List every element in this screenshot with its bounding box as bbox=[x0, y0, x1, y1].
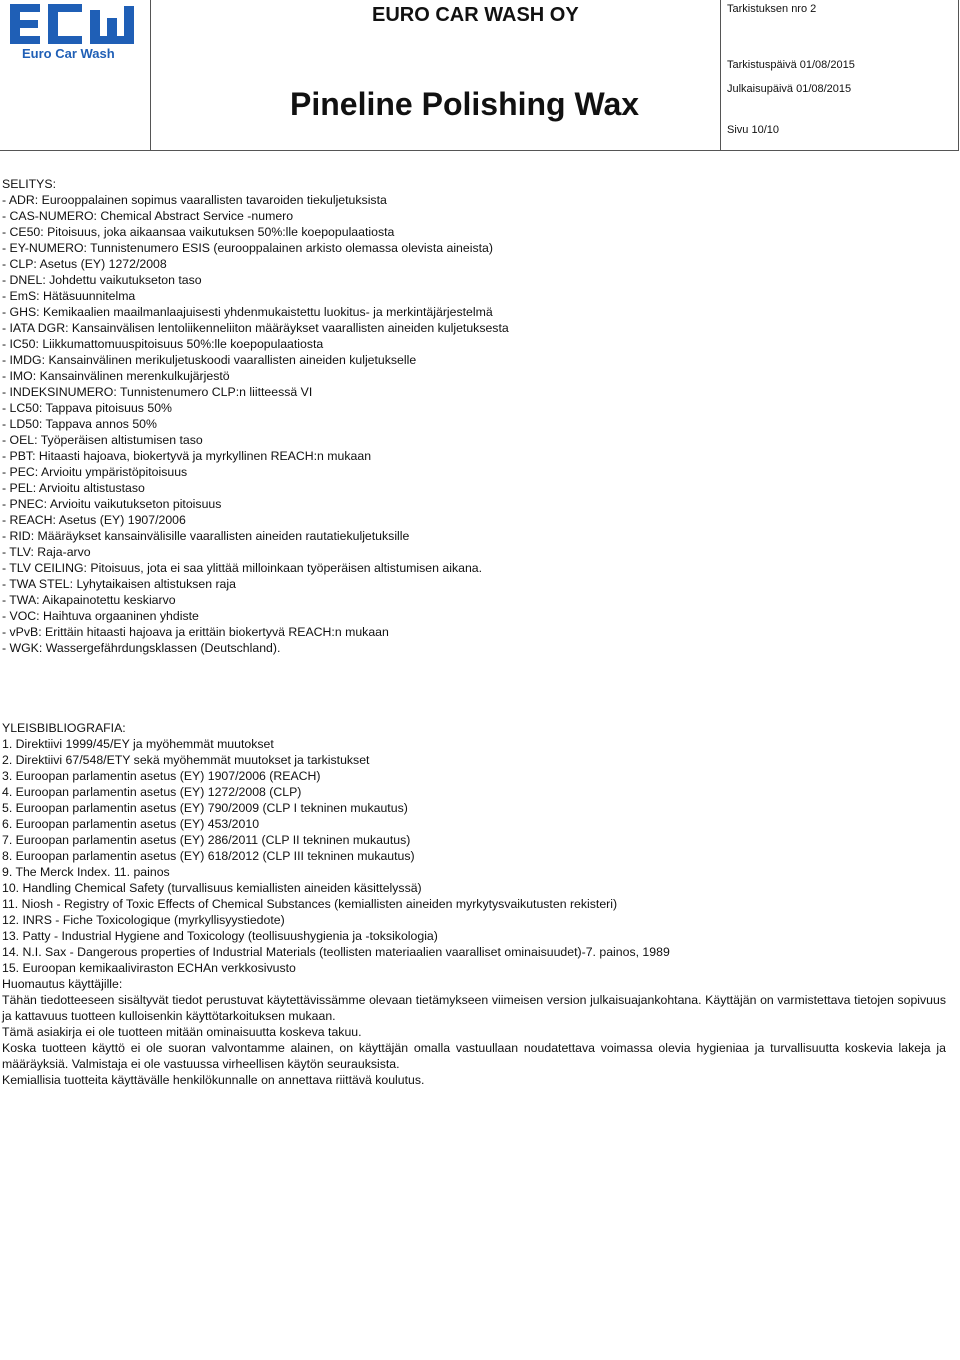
legend-title: SELITYS: bbox=[2, 177, 56, 191]
bibliography-item: 10. Handling Chemical Safety (turvallisuus kemiallisten aineiden käsittelyssä) bbox=[2, 881, 422, 895]
bibliography-item: 4. Euroopan parlamentin asetus (EY) 1272/2008 (CLP) bbox=[2, 785, 302, 799]
notice-paragraph: Tähän tiedotteeseen sisältyvät tiedot perustuvat käytettävissämme olevaan tietämykseen viimeisen version julkaisuajankohtana. Käyttäjän on varmistettava tietojen sopivuus ja kattavuus tuotteen kulloisenkin käyttötarkoituksen mukaan. bbox=[2, 993, 946, 1023]
legend-item: - PEL: Arvioitu altistustaso bbox=[2, 481, 145, 495]
bibliography-item: 13. Patty - Industrial Hygiene and Toxicology (teollisuushygienia ja -toksikologia) bbox=[2, 929, 438, 943]
legend-item: - DNEL: Johdettu vaikutukseton taso bbox=[2, 273, 202, 287]
logo-graphic bbox=[10, 4, 140, 48]
bibliography-item: 6. Euroopan parlamentin asetus (EY) 453/2010 bbox=[2, 817, 260, 831]
company-logo bbox=[0, 0, 150, 150]
revision-date: Tarkistuspäivä 01/08/2015 bbox=[727, 59, 855, 71]
legend-item: - vPvB: Erittäin hitaasti hajoava ja erittäin biokertyvä REACH:n mukaan bbox=[2, 625, 389, 639]
product-name: Pineline Polishing Wax bbox=[290, 86, 640, 122]
legend-item: - CAS-NUMERO: Chemical Abstract Service -numero bbox=[2, 209, 294, 223]
bibliography-item: 2. Direktiivi 67/548/ETY sekä myöhemmät muutokset ja tarkistukset bbox=[2, 753, 370, 767]
page-number: Sivu 10/10 bbox=[727, 124, 779, 136]
notice-paragraph: Tämä asiakirja ei ole tuotteen mitään ominaisuutta koskeva takuu. bbox=[2, 1025, 362, 1039]
legend-item: - REACH: Asetus (EY) 1907/2006 bbox=[2, 513, 186, 527]
legend-item: - GHS: Kemikaalien maailmanlaajuisesti yhdenmukaistettu luokitus- ja merkintäjärjestelmä bbox=[2, 305, 493, 319]
bibliography-section bbox=[2, 720, 946, 976]
legend-item: - INDEKSINUMERO: Tunnistenumero CLP:n liitteessä VI bbox=[2, 385, 313, 399]
legend-item: - PNEC: Arvioitu vaikutukseton pitoisuus bbox=[2, 497, 222, 511]
bibliography-item: 8. Euroopan parlamentin asetus (EY) 618/2012 (CLP III tekninen mukautus) bbox=[2, 849, 415, 863]
legend-item: - CE50: Pitoisuus, joka aikaansaa vaikutuksen 50%:lle koepopulaatiosta bbox=[2, 225, 395, 239]
company-name: EURO CAR WASH OY bbox=[372, 4, 579, 26]
document-body bbox=[2, 176, 946, 1088]
legend-item: - EY-NUMERO: Tunnistenumero ESIS (eurooppalainen arkisto olemassa olevista aineista) bbox=[2, 241, 493, 255]
legend-item: - WGK: Wassergefährdungsklassen (Deutschland). bbox=[2, 641, 281, 655]
legend-item: - PBT: Hitaasti hajoava, biokertyvä ja myrkyllinen REACH:n mukaan bbox=[2, 449, 372, 463]
bibliography-item: 15. Euroopan kemikaaliviraston ECHAn verkkosivusto bbox=[2, 961, 296, 975]
legend-list bbox=[2, 192, 946, 656]
legend-item: - IMDG: Kansainvälinen merikuljetuskoodi vaarallisten aineiden kuljetukselle bbox=[2, 353, 417, 367]
bibliography-item: 14. N.I. Sax - Dangerous properties of Industrial Materials (teollisten materiaalien vaaralliset ominaisuudet)-7. painos, 1989 bbox=[2, 945, 670, 959]
legend-item: - TLV CEILING: Pitoisuus, jota ei saa ylittää milloinkaan työperäisen altistumisen aikana. bbox=[2, 561, 483, 575]
legend-section bbox=[2, 176, 946, 656]
bibliography-item: 3. Euroopan parlamentin asetus (EY) 1907/2006 (REACH) bbox=[2, 769, 321, 783]
user-notice-section bbox=[2, 976, 946, 1088]
legend-item: - OEL: Työperäisen altistumisen taso bbox=[2, 433, 203, 447]
legend-item: - IATA DGR: Kansainvälisen lentoliikenneliiton määräykset vaarallisten aineiden kuljetuksesta bbox=[2, 321, 509, 335]
legend-item: - RID: Määräykset kansainvälisille vaarallisten aineiden rautatiekuljetuksille bbox=[2, 529, 410, 543]
legend-item: - IC50: Liikkumattomuuspitoisuus 50%:lle koepopulaatiosta bbox=[2, 337, 324, 351]
notice-paragraph: Koska tuotteen käyttö ei ole suoran valvontamme alainen, on käyttäjän omalla vastuullaan noudatettava voimassa olevia hygieniaa ja turvallisuutta koskevia lakeja ja määräyksiä. Valmistaja ei ole vastuussa virheellisen käytön seurauksista. bbox=[2, 1041, 946, 1071]
legend-item: - TLV: Raja-arvo bbox=[2, 545, 91, 559]
legend-item: - TWA: Aikapainotettu keskiarvo bbox=[2, 593, 176, 607]
bibliography-item: 7. Euroopan parlamentin asetus (EY) 286/2011 (CLP II tekninen mukautus) bbox=[2, 833, 411, 847]
legend-item: - VOC: Haihtuva orgaaninen yhdiste bbox=[2, 609, 199, 623]
bibliography-item: 11. Niosh - Registry of Toxic Effects of Chemical Substances (kemiallisten aineiden myrkytysvaikutusten rekisteri) bbox=[2, 897, 618, 911]
document-header bbox=[0, 0, 959, 151]
publication-date: Julkaisupäivä 01/08/2015 bbox=[727, 83, 852, 95]
logo-text: Euro Car Wash bbox=[22, 46, 115, 61]
legend-item: - CLP: Asetus (EY) 1272/2008 bbox=[2, 257, 167, 271]
notice-title: Huomautus käyttäjille: bbox=[2, 977, 123, 991]
bibliography-title: YLEISBIBLIOGRAFIA: bbox=[2, 721, 126, 735]
bibliography-item: 12. INRS - Fiche Toxicologique (myrkyllisyystiedote) bbox=[2, 913, 285, 927]
notice-paragraph: Kemiallisia tuotteita käyttävälle henkilökunnalle on annettava riittävä koulutus. bbox=[2, 1073, 425, 1087]
bibliography-item: 1. Direktiivi 1999/45/EY ja myöhemmät muutokset bbox=[2, 737, 274, 751]
legend-item: - TWA STEL: Lyhytaikaisen altistuksen raja bbox=[2, 577, 236, 591]
legend-item: - IMO: Kansainvälinen merenkulkujärjestö bbox=[2, 369, 230, 383]
legend-item: - LD50: Tappava annos 50% bbox=[2, 417, 157, 431]
legend-item: - ADR: Eurooppalainen sopimus vaarallisten tavaroiden tiekuljetuksista bbox=[2, 193, 387, 207]
bibliography-item: 9. The Merck Index. 11. painos bbox=[2, 865, 170, 879]
legend-item: - LC50: Tappava pitoisuus 50% bbox=[2, 401, 172, 415]
bibliography-item: 5. Euroopan parlamentin asetus (EY) 790/2009 (CLP I tekninen mukautus) bbox=[2, 801, 408, 815]
legend-item: - EmS: Hätäsuunnitelma bbox=[2, 289, 136, 303]
legend-item: - PEC: Arvioitu ympäristöpitoisuus bbox=[2, 465, 188, 479]
revision-number: Tarkistuksen nro 2 bbox=[727, 3, 817, 15]
